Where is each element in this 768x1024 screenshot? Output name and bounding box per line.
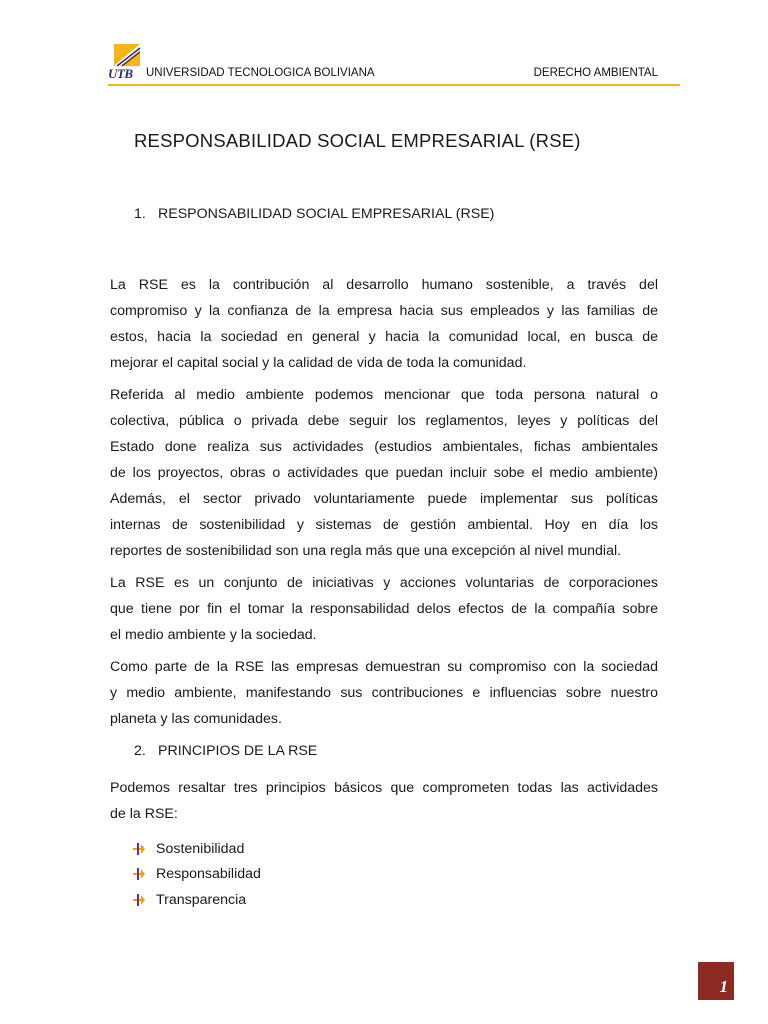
- list-item-label: Responsabilidad: [156, 866, 261, 883]
- principles-intro: [110, 775, 658, 827]
- course-name: DERECHO AMBIENTAL: [533, 67, 658, 79]
- text-line: que tiene por fin el tomar la responsabilidad delos efectos de la compañía sobre: [110, 601, 658, 617]
- text-line: mejorar el capital social y la calidad de vida de toda la comunidad.: [110, 355, 527, 371]
- list-item: [132, 887, 261, 913]
- principles-list: [132, 836, 261, 913]
- page-number-badge: [698, 962, 734, 1000]
- paragraph-1: [110, 272, 658, 376]
- text-line: el medio ambiente y la sociedad.: [110, 627, 317, 643]
- text-line: Referida al medio ambiente podemos mencionar que toda persona natural o: [110, 387, 658, 403]
- arrow-bullet-icon: [132, 893, 146, 907]
- paragraph-3: [110, 570, 658, 648]
- text-line: de los proyectos, obras o actividades que puedan incluir sobe el medio ambiente): [110, 465, 658, 481]
- arrow-bullet-icon: [132, 867, 146, 881]
- text-line: y medio ambiente, manifestando sus contribuciones e influencias sobre nuestro: [110, 685, 658, 701]
- list-item-label: Transparencia: [156, 891, 247, 908]
- text-line: Podemos resaltar tres principios básicos que comprometen todas las actividades: [110, 780, 658, 796]
- list-item-label: Sostenibilidad: [156, 840, 245, 857]
- section-title: RESPONSABILIDAD SOCIAL EMPRESARIAL (RSE): [158, 206, 495, 222]
- text-line: La RSE es la contribución al desarrollo humano sostenible, a través del: [110, 277, 658, 293]
- paragraph-4: [110, 654, 658, 732]
- page-number: 1: [719, 977, 728, 996]
- section-heading-1: [134, 206, 494, 222]
- text-line: La RSE es un conjunto de iniciativas y acciones voluntarias de corporaciones: [110, 575, 658, 591]
- list-item: [132, 862, 261, 888]
- paragraph-2: [110, 382, 658, 564]
- text-line: de la RSE:: [110, 806, 178, 822]
- section-number: 2.: [134, 743, 146, 759]
- logo-text: UTB: [108, 66, 133, 81]
- text-line: Como parte de la RSE las empresas demuestran su compromiso con la sociedad: [110, 659, 658, 675]
- text-line: Estado done realiza sus actividades (estudios ambientales, fichas ambientales: [110, 439, 658, 455]
- section-title: PRINCIPIOS DE LA RSE: [158, 743, 318, 759]
- text-line: estos, hacia la sociedad en general y hacia la comunidad local, en busca de: [110, 329, 658, 345]
- university-name: UNIVERSIDAD TECNOLOGICA BOLIVIANA: [146, 67, 375, 79]
- text-line: internas de sostenibilidad y sistemas de gestión ambiental. Hoy en día los: [110, 517, 658, 533]
- text-line: reportes de sostenibilidad son una regla más que una excepción al nivel mundial.: [110, 543, 622, 559]
- list-item: [132, 836, 261, 862]
- section-number: 1.: [134, 206, 146, 222]
- document-title: RESPONSABILIDAD SOCIAL EMPRESARIAL (RSE): [134, 130, 581, 151]
- text-line: colectiva, pública o privada debe seguir los reglamentos, leyes y políticas del: [110, 413, 658, 429]
- text-line: planeta y las comunidades.: [110, 711, 282, 727]
- page-header: [108, 40, 658, 86]
- text-line: Además, el sector privado voluntariamente puede implementar sus políticas: [110, 491, 658, 507]
- header-divider: [108, 84, 680, 86]
- arrow-bullet-icon: [132, 842, 146, 856]
- section-heading-2: [134, 743, 317, 759]
- text-line: compromiso y la confianza de la empresa hacia sus empleados y las familias de: [110, 303, 658, 319]
